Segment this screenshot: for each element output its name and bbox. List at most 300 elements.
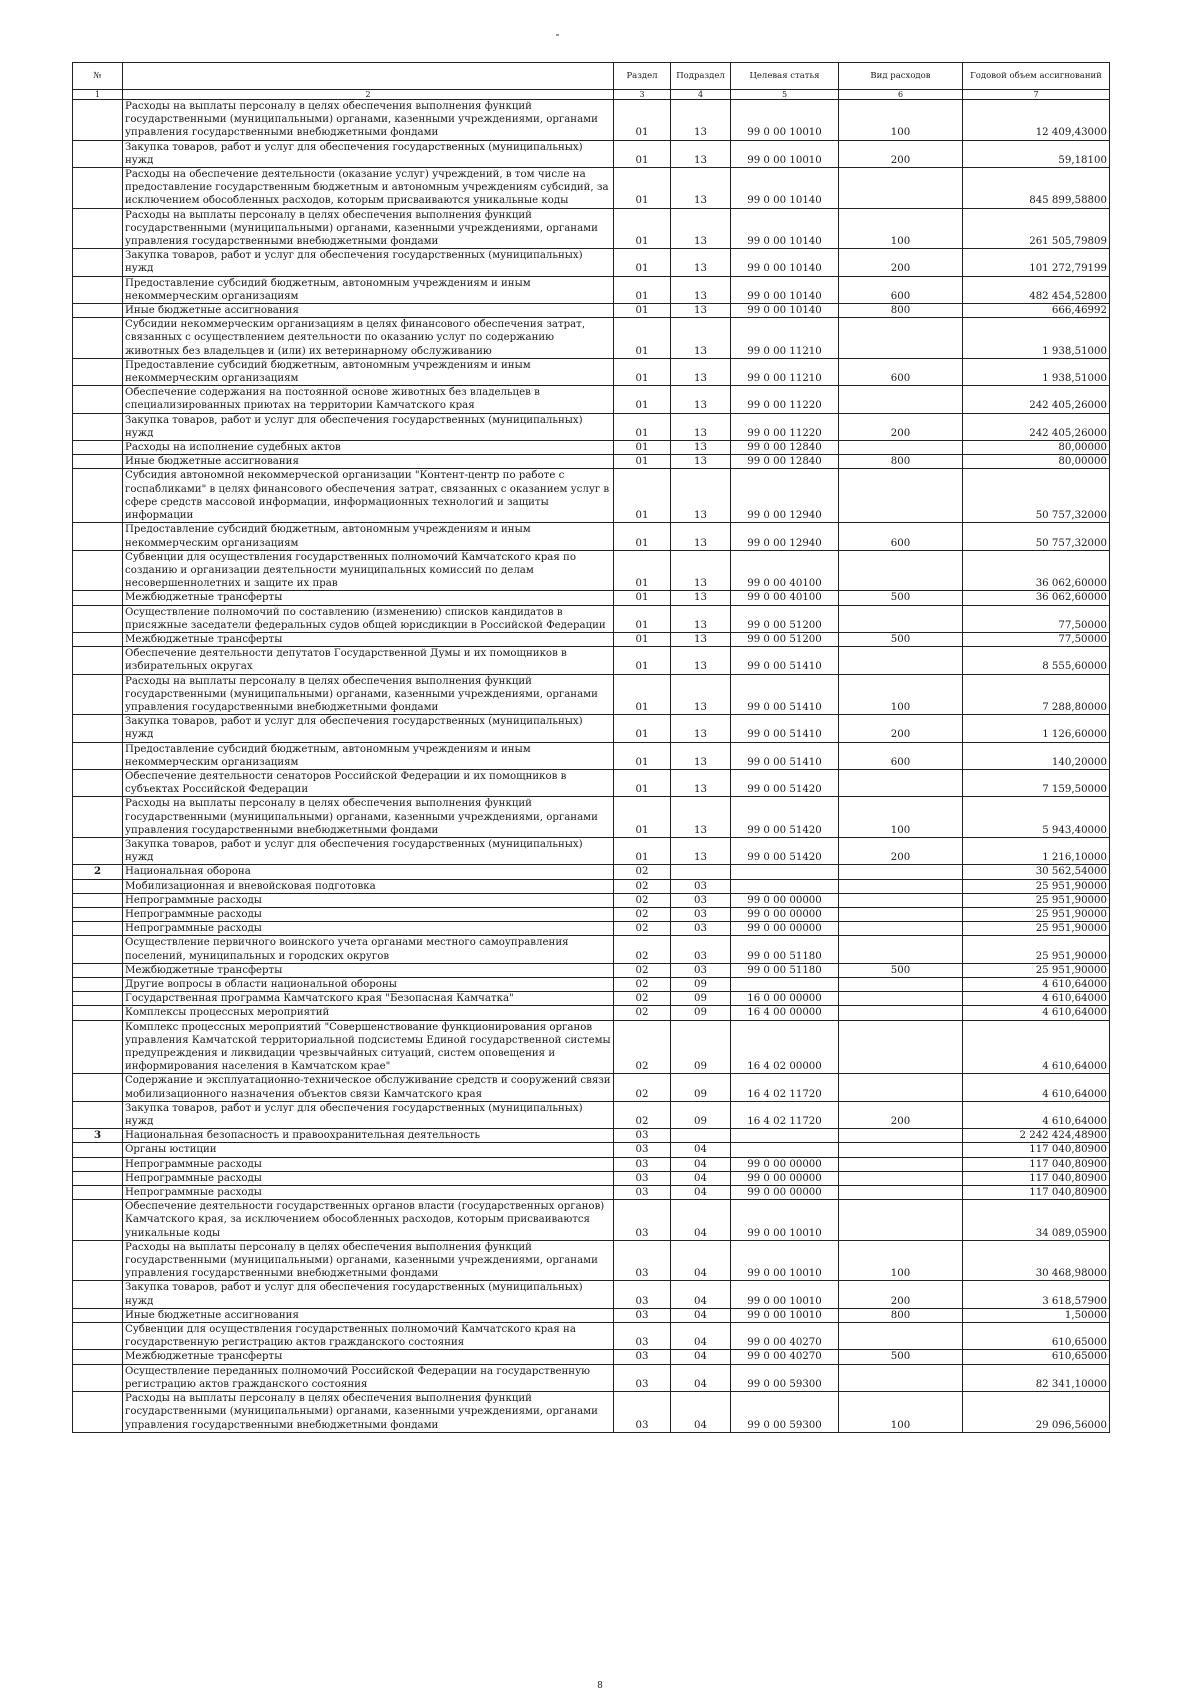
- row-name: Национальная оборона: [123, 865, 614, 879]
- row-target-article: 99 0 00 51420: [731, 797, 839, 838]
- row-section: 01: [614, 358, 671, 385]
- row-target-article: 99 0 00 51200: [731, 605, 839, 632]
- row-name: Расходы на обеспечение деятельности (оказание услуг) учреждений, в том числе на предоставление государственным бюджетным и автономным учреждениям субсидий, за исключением обособленных расходов, которым присваиваются уникальные коды: [123, 168, 614, 209]
- row-number: [73, 276, 123, 303]
- row-amount: 242 405,26000: [963, 413, 1110, 440]
- row-name: Обеспечение деятельности государственных органов власти (государственных органов) Камчатского края, за исключением обособленных расходов, которым присваиваются уникальные коды: [123, 1200, 614, 1241]
- row-amount: 117 040,80900: [963, 1143, 1110, 1157]
- row-section: 02: [614, 936, 671, 963]
- header-section: Раздел: [614, 63, 671, 90]
- column-index: 5: [731, 90, 839, 100]
- table-row: [73, 1308, 1110, 1322]
- row-expense-type: [839, 992, 963, 1006]
- row-amount: 7 288,80000: [963, 674, 1110, 715]
- header-number: №: [73, 63, 123, 90]
- row-subsection: 04: [671, 1143, 731, 1157]
- table-row: [73, 1129, 1110, 1143]
- table-row: [73, 276, 1110, 303]
- row-target-article: 99 0 00 00000: [731, 1171, 839, 1185]
- row-subsection: 13: [671, 208, 731, 249]
- row-amount: 82 341,10000: [963, 1364, 1110, 1391]
- table-row: [73, 837, 1110, 864]
- row-section: 01: [614, 304, 671, 318]
- row-amount: 36 062,60000: [963, 550, 1110, 591]
- row-name: Осуществление полномочий по составлению (изменению) списков кандидатов в присяжные заседатели федеральных судов общей юрисдикции в Российской Федерации: [123, 605, 614, 632]
- row-subsection: 04: [671, 1281, 731, 1308]
- row-amount: 1 938,51000: [963, 318, 1110, 359]
- row-amount: 12 409,43000: [963, 100, 1110, 141]
- row-number: [73, 441, 123, 455]
- row-section: 02: [614, 865, 671, 879]
- row-amount: 140,20000: [963, 742, 1110, 769]
- row-expense-type: 500: [839, 963, 963, 977]
- row-section: 01: [614, 837, 671, 864]
- row-subsection: 13: [671, 276, 731, 303]
- table-row: [73, 647, 1110, 674]
- row-target-article: 99 0 00 12840: [731, 441, 839, 455]
- row-section: 03: [614, 1157, 671, 1171]
- row-subsection: 03: [671, 936, 731, 963]
- row-number: [73, 1323, 123, 1350]
- row-subsection: 04: [671, 1171, 731, 1185]
- row-subsection: 13: [671, 413, 731, 440]
- row-number: [73, 1308, 123, 1322]
- table-row: [73, 1350, 1110, 1364]
- row-expense-type: [839, 441, 963, 455]
- row-target-article: [731, 978, 839, 992]
- table-row: [73, 865, 1110, 879]
- row-section: 01: [614, 249, 671, 276]
- row-expense-type: 200: [839, 413, 963, 440]
- row-expense-type: [839, 922, 963, 936]
- row-expense-type: [839, 893, 963, 907]
- row-section: 01: [614, 100, 671, 141]
- row-amount: 117 040,80900: [963, 1157, 1110, 1171]
- row-target-article: 99 0 00 10140: [731, 304, 839, 318]
- row-number: [73, 837, 123, 864]
- row-section: 01: [614, 674, 671, 715]
- row-expense-type: [839, 1143, 963, 1157]
- row-subsection: 03: [671, 907, 731, 921]
- row-section: 03: [614, 1240, 671, 1281]
- row-subsection: 13: [671, 168, 731, 209]
- table-row: [73, 1323, 1110, 1350]
- table-row: [73, 1020, 1110, 1074]
- row-amount: 666,46992: [963, 304, 1110, 318]
- table-row: [73, 978, 1110, 992]
- row-target-article: 99 0 00 10140: [731, 208, 839, 249]
- row-section: 01: [614, 318, 671, 359]
- row-name: Государственная программа Камчатского края "Безопасная Камчатка": [123, 992, 614, 1006]
- row-target-article: 99 0 00 51410: [731, 647, 839, 674]
- row-subsection: 09: [671, 1074, 731, 1101]
- row-amount: 80,00000: [963, 441, 1110, 455]
- row-subsection: 09: [671, 1101, 731, 1128]
- column-index: 3: [614, 90, 671, 100]
- row-amount: 242 405,26000: [963, 386, 1110, 413]
- row-target-article: 99 0 00 10140: [731, 249, 839, 276]
- row-section: 02: [614, 963, 671, 977]
- row-name: Обеспечение деятельности сенаторов Российской Федерации и их помощников в субъектах Российской Федерации: [123, 769, 614, 796]
- row-expense-type: [839, 978, 963, 992]
- row-section: 01: [614, 386, 671, 413]
- row-amount: 4 610,64000: [963, 978, 1110, 992]
- row-name: Расходы на выплаты персоналу в целях обеспечения выполнения функций государственными (муниципальными) органами, казенными учреждениями, органами управления государственными внебюджетными фондами: [123, 797, 614, 838]
- row-number: [73, 674, 123, 715]
- row-target-article: 99 0 00 10010: [731, 100, 839, 141]
- row-section: 02: [614, 1020, 671, 1074]
- table-row: [73, 992, 1110, 1006]
- row-amount: 34 089,05900: [963, 1200, 1110, 1241]
- row-target-article: 99 0 00 11220: [731, 386, 839, 413]
- row-name: Иные бюджетные ассигнования: [123, 1308, 614, 1322]
- row-amount: 117 040,80900: [963, 1171, 1110, 1185]
- row-target-article: [731, 1129, 839, 1143]
- row-number: [73, 523, 123, 550]
- row-number: [73, 992, 123, 1006]
- row-name: Иные бюджетные ассигнования: [123, 455, 614, 469]
- row-target-article: 99 0 00 40270: [731, 1323, 839, 1350]
- row-number: [73, 1186, 123, 1200]
- row-section: 01: [614, 742, 671, 769]
- row-expense-type: [839, 1171, 963, 1185]
- row-subsection: 09: [671, 992, 731, 1006]
- row-number: [73, 1171, 123, 1185]
- row-target-article: 99 0 00 51410: [731, 715, 839, 742]
- row-amount: 845 899,58800: [963, 168, 1110, 209]
- row-number: [73, 1157, 123, 1171]
- row-amount: 25 951,90000: [963, 922, 1110, 936]
- table-row: [73, 523, 1110, 550]
- row-subsection: 13: [671, 140, 731, 167]
- row-name: Межбюджетные трансферты: [123, 632, 614, 646]
- row-number: [73, 1364, 123, 1391]
- row-target-article: 99 0 00 11210: [731, 318, 839, 359]
- row-number: [73, 879, 123, 893]
- row-subsection: 03: [671, 893, 731, 907]
- row-amount: 59,18100: [963, 140, 1110, 167]
- row-expense-type: [839, 1074, 963, 1101]
- row-expense-type: [839, 936, 963, 963]
- row-target-article: 99 0 00 00000: [731, 1186, 839, 1200]
- row-number: [73, 1101, 123, 1128]
- row-target-article: 99 0 00 10010: [731, 1281, 839, 1308]
- row-name: Закупка товаров, работ и услуг для обеспечения государственных (муниципальных) нужд: [123, 140, 614, 167]
- row-amount: 25 951,90000: [963, 907, 1110, 921]
- row-section: 02: [614, 922, 671, 936]
- row-expense-type: [839, 1020, 963, 1074]
- row-expense-type: 100: [839, 100, 963, 141]
- table-row: [73, 674, 1110, 715]
- row-name: Расходы на выплаты персоналу в целях обеспечения выполнения функций государственными (муниципальными) органами, казенными учреждениями, органами управления государственными внебюджетными фондами: [123, 208, 614, 249]
- row-subsection: 04: [671, 1392, 731, 1433]
- row-subsection: 09: [671, 1006, 731, 1020]
- row-subsection: 13: [671, 386, 731, 413]
- row-name: Национальная безопасность и правоохранительная деятельность: [123, 1129, 614, 1143]
- row-amount: 1 126,60000: [963, 715, 1110, 742]
- row-name: Закупка товаров, работ и услуг для обеспечения государственных (муниципальных) нужд: [123, 837, 614, 864]
- row-section: 03: [614, 1143, 671, 1157]
- row-subsection: 13: [671, 523, 731, 550]
- row-number: [73, 318, 123, 359]
- row-amount: 610,65000: [963, 1323, 1110, 1350]
- row-section: 01: [614, 632, 671, 646]
- row-expense-type: 100: [839, 674, 963, 715]
- row-target-article: 99 0 00 51180: [731, 963, 839, 977]
- row-number: [73, 469, 123, 523]
- row-target-article: [731, 1143, 839, 1157]
- row-section: 02: [614, 1074, 671, 1101]
- row-expense-type: [839, 1323, 963, 1350]
- table-row: [73, 769, 1110, 796]
- row-subsection: 03: [671, 963, 731, 977]
- table-body: [73, 100, 1110, 1433]
- row-target-article: 99 0 00 10140: [731, 276, 839, 303]
- row-section: 02: [614, 907, 671, 921]
- row-amount: 610,65000: [963, 1350, 1110, 1364]
- table-header-row: [73, 63, 1110, 90]
- row-name: Комплексы процессных мероприятий: [123, 1006, 614, 1020]
- row-subsection: 04: [671, 1186, 731, 1200]
- row-number: [73, 632, 123, 646]
- row-number: [73, 168, 123, 209]
- row-section: 03: [614, 1392, 671, 1433]
- row-target-article: 99 0 00 10010: [731, 1240, 839, 1281]
- row-name: Обеспечение деятельности депутатов Государственной Думы и их помощников в избирательных округах: [123, 647, 614, 674]
- row-number: [73, 304, 123, 318]
- row-amount: 7 159,50000: [963, 769, 1110, 796]
- row-number: [73, 1281, 123, 1308]
- row-target-article: 99 0 00 40270: [731, 1350, 839, 1364]
- row-number: [73, 591, 123, 605]
- row-number: [73, 907, 123, 921]
- row-section: 01: [614, 140, 671, 167]
- table-row: [73, 304, 1110, 318]
- row-expense-type: [839, 907, 963, 921]
- row-target-article: 99 0 00 40100: [731, 550, 839, 591]
- row-name: Субсидии некоммерческим организациям в целях финансового обеспечения затрат, связанных с осуществлением деятельности по оказанию услуг по содержанию животных без владельцев и (или) их ветеринарному обслуживанию: [123, 318, 614, 359]
- page-number: 8: [597, 1681, 603, 1691]
- row-subsection: 03: [671, 879, 731, 893]
- row-subsection: 04: [671, 1323, 731, 1350]
- row-name: Закупка товаров, работ и услуг для обеспечения государственных (муниципальных) нужд: [123, 1281, 614, 1308]
- row-expense-type: [839, 168, 963, 209]
- row-subsection: 13: [671, 605, 731, 632]
- row-section: 02: [614, 1006, 671, 1020]
- row-number: 3: [73, 1129, 123, 1143]
- table-row: [73, 879, 1110, 893]
- row-amount: 80,00000: [963, 455, 1110, 469]
- row-expense-type: [839, 865, 963, 879]
- table-row: [73, 140, 1110, 167]
- table-row: [73, 249, 1110, 276]
- row-number: [73, 100, 123, 141]
- row-target-article: 16 4 02 11720: [731, 1101, 839, 1128]
- row-number: [73, 1392, 123, 1433]
- row-expense-type: [839, 550, 963, 591]
- header-subsection: Подраздел: [671, 63, 731, 90]
- row-section: 03: [614, 1200, 671, 1241]
- row-amount: 1 216,10000: [963, 837, 1110, 864]
- table-row: [73, 1364, 1110, 1391]
- row-amount: 4 610,64000: [963, 1006, 1110, 1020]
- header-target-article: Целевая статья: [731, 63, 839, 90]
- row-expense-type: 600: [839, 276, 963, 303]
- row-target-article: 99 0 00 10010: [731, 1308, 839, 1322]
- row-amount: 4 610,64000: [963, 1020, 1110, 1074]
- row-expense-type: [839, 469, 963, 523]
- row-section: 01: [614, 276, 671, 303]
- row-subsection: 13: [671, 318, 731, 359]
- row-number: [73, 413, 123, 440]
- row-subsection: 13: [671, 100, 731, 141]
- row-number: [73, 963, 123, 977]
- table-row: [73, 1074, 1110, 1101]
- row-target-article: [731, 879, 839, 893]
- row-target-article: 99 0 00 51410: [731, 742, 839, 769]
- table-row: [73, 591, 1110, 605]
- row-number: [73, 936, 123, 963]
- row-section: 01: [614, 469, 671, 523]
- row-amount: 4 610,64000: [963, 1074, 1110, 1101]
- row-section: 02: [614, 992, 671, 1006]
- table-row: [73, 922, 1110, 936]
- row-subsection: 13: [671, 632, 731, 646]
- row-subsection: 13: [671, 441, 731, 455]
- row-subsection: [671, 865, 731, 879]
- row-expense-type: 200: [839, 1101, 963, 1128]
- row-subsection: 09: [671, 1020, 731, 1074]
- row-expense-type: [839, 1157, 963, 1171]
- row-expense-type: [839, 1186, 963, 1200]
- row-name: Расходы на выплаты персоналу в целях обеспечения выполнения функций государственными (муниципальными) органами, казенными учреждениями, органами управления государственными внебюджетными фондами: [123, 1240, 614, 1281]
- header-annual-amount: Годовой объем ассигнований: [963, 63, 1110, 90]
- row-subsection: 13: [671, 304, 731, 318]
- row-expense-type: [839, 386, 963, 413]
- row-amount: 25 951,90000: [963, 879, 1110, 893]
- row-section: 03: [614, 1281, 671, 1308]
- row-amount: 101 272,79199: [963, 249, 1110, 276]
- column-index: 7: [963, 90, 1110, 100]
- row-section: 03: [614, 1129, 671, 1143]
- row-number: [73, 249, 123, 276]
- row-expense-type: 200: [839, 140, 963, 167]
- row-target-article: 99 0 00 59300: [731, 1392, 839, 1433]
- row-subsection: 13: [671, 715, 731, 742]
- row-name: Предоставление субсидий бюджетным, автономным учреждениям и иным некоммерческим организациям: [123, 276, 614, 303]
- row-name: Непрограммные расходы: [123, 893, 614, 907]
- row-expense-type: [839, 1129, 963, 1143]
- row-amount: 8 555,60000: [963, 647, 1110, 674]
- row-subsection: 13: [671, 550, 731, 591]
- row-expense-type: 100: [839, 797, 963, 838]
- table-row: [73, 1101, 1110, 1128]
- row-expense-type: [839, 879, 963, 893]
- row-number: [73, 647, 123, 674]
- row-target-article: [731, 865, 839, 879]
- row-section: 01: [614, 455, 671, 469]
- table-row: [73, 441, 1110, 455]
- row-target-article: 99 0 00 10140: [731, 168, 839, 209]
- row-expense-type: 500: [839, 591, 963, 605]
- row-number: [73, 922, 123, 936]
- row-expense-type: 100: [839, 1240, 963, 1281]
- row-number: [73, 742, 123, 769]
- budget-allocation-table: [72, 62, 1110, 1433]
- row-subsection: 13: [671, 455, 731, 469]
- table-row: [73, 469, 1110, 523]
- row-target-article: 99 0 00 40100: [731, 591, 839, 605]
- row-amount: 77,50000: [963, 605, 1110, 632]
- table-row: [73, 100, 1110, 141]
- row-amount: 5 943,40000: [963, 797, 1110, 838]
- row-subsection: 13: [671, 647, 731, 674]
- row-number: [73, 386, 123, 413]
- row-section: 03: [614, 1186, 671, 1200]
- row-target-article: 99 0 00 11220: [731, 413, 839, 440]
- table-row: [73, 963, 1110, 977]
- row-amount: 25 951,90000: [963, 936, 1110, 963]
- row-name: Осуществление первичного воинского учета органами местного самоуправления поселений, муниципальных и городских округов: [123, 936, 614, 963]
- row-expense-type: 800: [839, 304, 963, 318]
- row-section: 01: [614, 441, 671, 455]
- column-index: 2: [123, 90, 614, 100]
- row-subsection: 13: [671, 797, 731, 838]
- table-row: [73, 605, 1110, 632]
- row-target-article: 99 0 00 51420: [731, 837, 839, 864]
- row-expense-type: 600: [839, 742, 963, 769]
- row-name: Другие вопросы в области национальной обороны: [123, 978, 614, 992]
- row-name: Осуществление переданных полномочий Российской Федерации на государственную регистрацию актов гражданского состояния: [123, 1364, 614, 1391]
- row-name: Расходы на исполнение судебных актов: [123, 441, 614, 455]
- column-index: 4: [671, 90, 731, 100]
- row-subsection: 13: [671, 742, 731, 769]
- row-section: 03: [614, 1308, 671, 1322]
- row-number: [73, 1200, 123, 1241]
- row-section: 03: [614, 1323, 671, 1350]
- row-target-article: 99 0 00 00000: [731, 922, 839, 936]
- row-section: 01: [614, 591, 671, 605]
- row-target-article: 99 0 00 11210: [731, 358, 839, 385]
- column-index: 1: [73, 90, 123, 100]
- row-section: 01: [614, 523, 671, 550]
- row-name: Содержание и эксплуатационно-техническое обслуживание средств и сооружений связи мобилизационного назначения объектов связи Камчатского края: [123, 1074, 614, 1101]
- row-name: Непрограммные расходы: [123, 1171, 614, 1185]
- row-name: Межбюджетные трансферты: [123, 591, 614, 605]
- row-amount: 25 951,90000: [963, 893, 1110, 907]
- row-number: [73, 1143, 123, 1157]
- row-target-article: 99 0 00 51420: [731, 769, 839, 796]
- row-expense-type: [839, 769, 963, 796]
- table-row: [73, 907, 1110, 921]
- row-expense-type: 200: [839, 1281, 963, 1308]
- table-row: [73, 1392, 1110, 1433]
- row-expense-type: 600: [839, 358, 963, 385]
- row-section: 01: [614, 605, 671, 632]
- row-section: 01: [614, 797, 671, 838]
- row-number: [73, 208, 123, 249]
- row-amount: 30 468,98000: [963, 1240, 1110, 1281]
- row-amount: 2 242 424,48900: [963, 1129, 1110, 1143]
- header-name: [123, 63, 614, 90]
- row-subsection: 04: [671, 1157, 731, 1171]
- row-section: 02: [614, 893, 671, 907]
- row-name: Субвенции для осуществления государственных полномочий Камчатского края по созданию и организации деятельности муниципальных комиссий по делам несовершеннолетних и защите их прав: [123, 550, 614, 591]
- row-number: [73, 1240, 123, 1281]
- row-amount: 1,50000: [963, 1308, 1110, 1322]
- row-name: Субвенции для осуществления государственных полномочий Камчатского края на государственную регистрацию актов гражданского состояния: [123, 1323, 614, 1350]
- table-row: [73, 1143, 1110, 1157]
